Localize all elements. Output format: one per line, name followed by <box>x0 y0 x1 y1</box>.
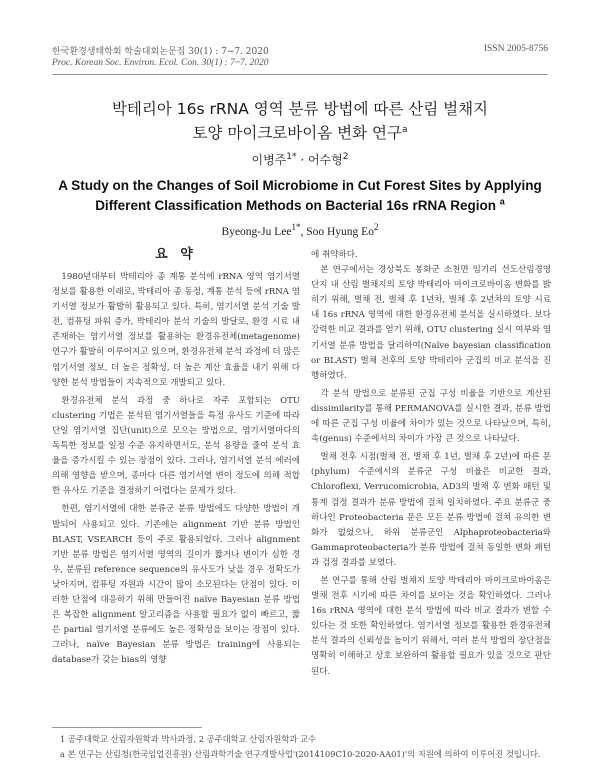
author2-ko: 어수형 <box>307 153 343 167</box>
author2-en: Soo Hyung Eo <box>306 226 374 238</box>
abstract-paragraph: 환경유전체 분석 과정 중 하나로 자주 포함되는 OTU clustering 기법은 분석된 염기서열들을 특정 유사도 기준에 따라 단일 염기서열 집단(unit)으로 모으는 방법으로, 염기서열마다의 독특한 정보를 일정 수준 유지하면서도, 분석 용량을 줄여 분석 효율을 증가시킬 수 있는 장점이 있다. 그러나, 염기서열 분석 에러에 의해 영향을 받으며, 종마다 다른 염기서열 변이 정도에 의해 적합한 유사도 기준을 결정하기 어렵다는 문제가 있다. <box>52 395 300 497</box>
author2-en-sup: 2 <box>373 222 379 233</box>
journal-header-en: Proc. Korean Soc. Environ. Ecol. Con. 30(1) : 7~7. 2020 <box>52 58 269 68</box>
title-en-line2 <box>0 198 600 213</box>
abstract-paragraph: 한편, 염기서열에 대한 분류군 분류 방법에도 다양한 방법이 개발되어 사용되고 있다. 기존에는 alignment 기반 분류 방법인 BLAST, VSEARCH 등이 주로 활용되었다. 그러나 alignment 기반 분류 방법은 염기서열 영역의 길이가 짧거나 변이가 심한 경우, 분류된 reference sequence의 유사도가 낮을 경우 정확도가 낮아지며, 컴퓨팅 자원과 시간이 많이 소모된다는 단점이 있다. 이러한 단점에 대응하기 위해 만들어진 naïve Bayesian 분류 방법은 복잡한 alignment 알고리즘을 사용할 필요가 없이 빠르고, 짧은 partial 염기서열 분류에도 높은 정확성을 보이는 장점이 있다. 그러나, naïve Bayesian 분류 방법은 training에 사용되는 database가 갖는 bias의 영향 <box>52 504 300 666</box>
authors-ko <box>0 151 600 168</box>
footnote-affiliation: 1 공주대학교 산림자원학과 박사과정, 2 공주대학교 산림자원학과 교수 <box>60 734 317 744</box>
footnote-funding: a 본 연구는 산림청(한국임업진흥원) 산림과학기술 연구개발사업'(2014109C10-2020-AA01)'의 지원에 의하여 이루어진 것입니다. <box>60 749 541 759</box>
journal-header-ko: 한국환경생태학회 학술대회논문집 30(1) : 7~7. 2020 <box>52 47 269 57</box>
title-en-superscript: a <box>499 196 505 207</box>
title-en-line2-text: Different Classification Methods on Bacterial 16s rRNA Region <box>95 198 497 213</box>
abstract-paragraph: 1980년대부터 박테리아 종 계통 분석에 rRNA 영역 염기서열 정보를 활용한 이래로, 박테리아 종 동정, 계통 분석 등에 rRNA 염기서열 정보가 활발히 활용되고 있다. 특히, 염기서열 분석 기술 발전, 컴퓨팅 파워 증가, 박테리아 분석 기술의 발달로, 환경 시료 내 존재하는 염기서열 정보를 활용하는 환경유전체(metagenome) 연구가 활발히 이루어지고 있으며, 환경유전체 분석 과정에 더 많은 염기서열 정보, 더 높은 정확성, 더 높은 계산 효율을 내기 위해 다양한 분석 방법들이 지속적으로 개발되고 있다. <box>52 272 300 388</box>
title-ko-superscript: a <box>401 124 408 135</box>
abstract-right-column <box>311 248 551 680</box>
abstract-paragraph: 본 연구에서는 경상북도 봉화군 소천면 임기리 선도산림경영단지 내 산림 벌채지의 토양 박테리아 마이크로바이옴 변화를 밝히기 위해, 벌채 전, 벌채 후 1년차, 벌채 후 2년차의 토양 시료 내 16s rRNA 영역에 대한 환경유전체 분석을 실시하였다. 보다 강력한 비교 결과를 얻기 위해, OTU clustering 실시 여부와 염기서열 분류 방법을 달리하여(Naïve bayesian classification or BLAST) 벌채 전후의 토양 박테리아 군집의 비교 분석을 진행하였다. <box>311 265 551 381</box>
author-separator-en: , <box>300 226 307 238</box>
abstract-paragraph: 각 분석 방법으로 분류된 군집 구성 비율을 기반으로 계산된 dissimilarity를 통해 PERMANOVA를 실시한 결과, 분류 방법에 따른 군집 구성 비율에 차이가 있는 것으로 나타났으며, 특히, 속(genus) 수준에서의 차이가 가장 큰 것으로 나타났다. <box>311 388 551 445</box>
abstract-paragraph: 벌채 전후 시점(벌채 전, 벌채 후 1년, 벌채 후 2년)에 따른 문(phylum) 수준에서의 분류군 구성 비율은 비교한 결과, Chloroflexi, Verrucomicrobia, AD3의 벌채 후 변화 패턴 및 통계 검정 결과가 분류 방법에 걸쳐 일치하였다. 주요 분류군 중 하나인 Proteobacteria 문은 모든 분류 방법에 걸쳐 유의한 변화가 없었으나, 하위 분류군인 Alphaproteobacteria와 Gammaproteobacteria가 분류 방법에 걸쳐 동일한 변화 패턴과 검정 결과를 보였다. <box>311 452 551 568</box>
title-ko-line2-text: 토양 마이크로바이옴 변화 연구 <box>192 124 402 142</box>
author2-ko-sup: 2 <box>342 152 349 162</box>
title-ko-line1: 박테리아 16s rRNA 영역 분류 방법에 따른 산림 벌채지 <box>111 100 489 118</box>
author-separator-ko: · <box>296 153 308 167</box>
abstract-left-column <box>52 270 300 668</box>
abstract-paragraph: 본 연구를 통해 산림 벌채지 토양 박테리아 마이크로바이옴은 벌채 전후 시기에 따른 차이를 보이는 것을 확인하였다. 그러나 16s rRNA 영역에 대한 분석 방법에 따라 비교 결과가 변할 수 있다는 것 또한 확인하였다. 염기서열 정보를 활용한 환경유전체 분석 결과의 신뢰성을 높이기 위해서, 여러 분석 방법의 장단점을 명확히 이해하고 상호 보완하여 활용할 필요가 있을 것으로 판단된다. <box>311 575 551 677</box>
header-rule <box>52 74 548 75</box>
title-ko-line2 <box>0 121 600 143</box>
abstract-paragraph: 에 취약하다. <box>311 250 358 260</box>
author1-en-sup: 1* <box>291 222 301 233</box>
authors-en <box>0 222 600 238</box>
author1-en: Byeong-Ju Lee <box>221 226 292 238</box>
author1-ko: 이병주 <box>251 153 287 167</box>
footnote-rule <box>52 727 202 728</box>
abstract-heading: 요 약 <box>155 247 197 262</box>
title-en-line1: A Study on the Changes of Soil Microbiome in Cut Forest Sites by Applying <box>58 178 542 193</box>
author1-ko-sup: 1* <box>286 152 297 162</box>
issn: ISSN 2005-8756 <box>483 44 548 54</box>
